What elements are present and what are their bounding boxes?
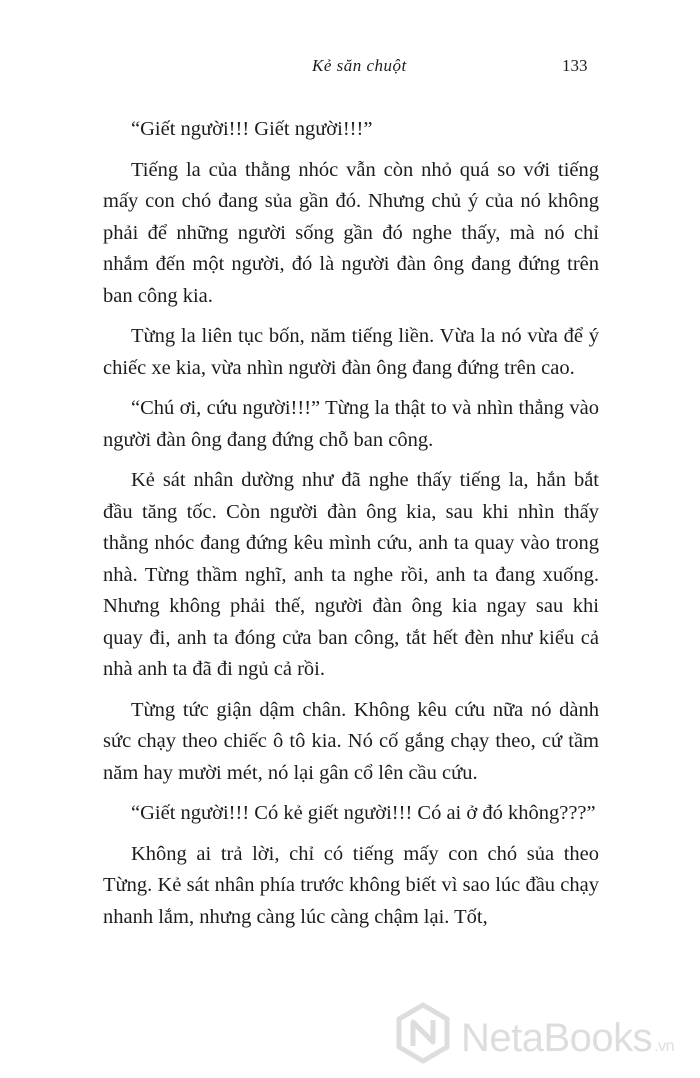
paragraph: Tiếng la của thằng nhóc vẫn còn nhỏ quá so với tiếng mấy con chó đang sủa gần đó. Nhưng chủ ý của nó không phải để những người sống gần đó nghe thấy, mà nó chỉ nhắm đến một người, đó là người đàn ông đang đứng trên ban công kia. bbox=[103, 158, 599, 307]
running-title: Kẻ săn chuột bbox=[312, 56, 407, 75]
paragraph: Từng tức giận dậm chân. Không kêu cứu nữa nó dành sức chạy theo chiếc ô tô kia. Nó cố gắng chạy theo, cứ tầm năm hay mười mét, nó lại gân cổ lên cầu cứu. bbox=[103, 698, 599, 784]
watermark bbox=[395, 1002, 695, 1066]
netabooks-logo-icon bbox=[395, 1002, 451, 1064]
paragraph: “Giết người!!! Có kẻ giết người!!! Có ai ở đó không???” bbox=[131, 802, 596, 824]
paragraph: “Giết người!!! Giết người!!!” bbox=[131, 118, 373, 140]
watermark-suffix: .vn bbox=[654, 1038, 675, 1055]
page-number: 133 bbox=[562, 56, 588, 75]
page-header bbox=[0, 56, 700, 86]
paragraph: Không ai trả lời, chỉ có tiếng mấy con chó sủa theo Từng. Kẻ sát nhân phía trước không biết vì sao lúc đầu chạy nhanh lắm, nhưng càng lúc càng chậm lại. Tốt, bbox=[103, 842, 599, 928]
watermark-brand: NetaBooks .vn bbox=[461, 1016, 675, 1060]
body-text bbox=[103, 114, 599, 942]
paragraph: “Chú ơi, cứu người!!!” Từng la thật to và nhìn thẳng vào người đàn ông đang đứng chỗ ban công. bbox=[103, 397, 599, 451]
paragraph: Từng la liên tục bốn, năm tiếng liền. Vừa la nó vừa để ý chiếc xe kia, vừa nhìn người đàn ông đang đứng trên cao. bbox=[103, 325, 599, 379]
paragraph: Kẻ sát nhân dường như đã nghe thấy tiếng la, hắn bắt đầu tăng tốc. Còn người đàn ông kia, sau khi nhìn thấy thằng nhóc đang đứng kêu mình cứu, anh ta quay vào trong nhà. Từng thầm nghĩ, anh ta nghe rồi, anh ta đang xuống. Nhưng không phải thế, người đàn ông kia ngay sau khi quay đi, anh ta đóng cửa ban công, tắt hết đèn như kiểu cả nhà anh ta đã đi ngủ cả rồi. bbox=[103, 469, 599, 680]
